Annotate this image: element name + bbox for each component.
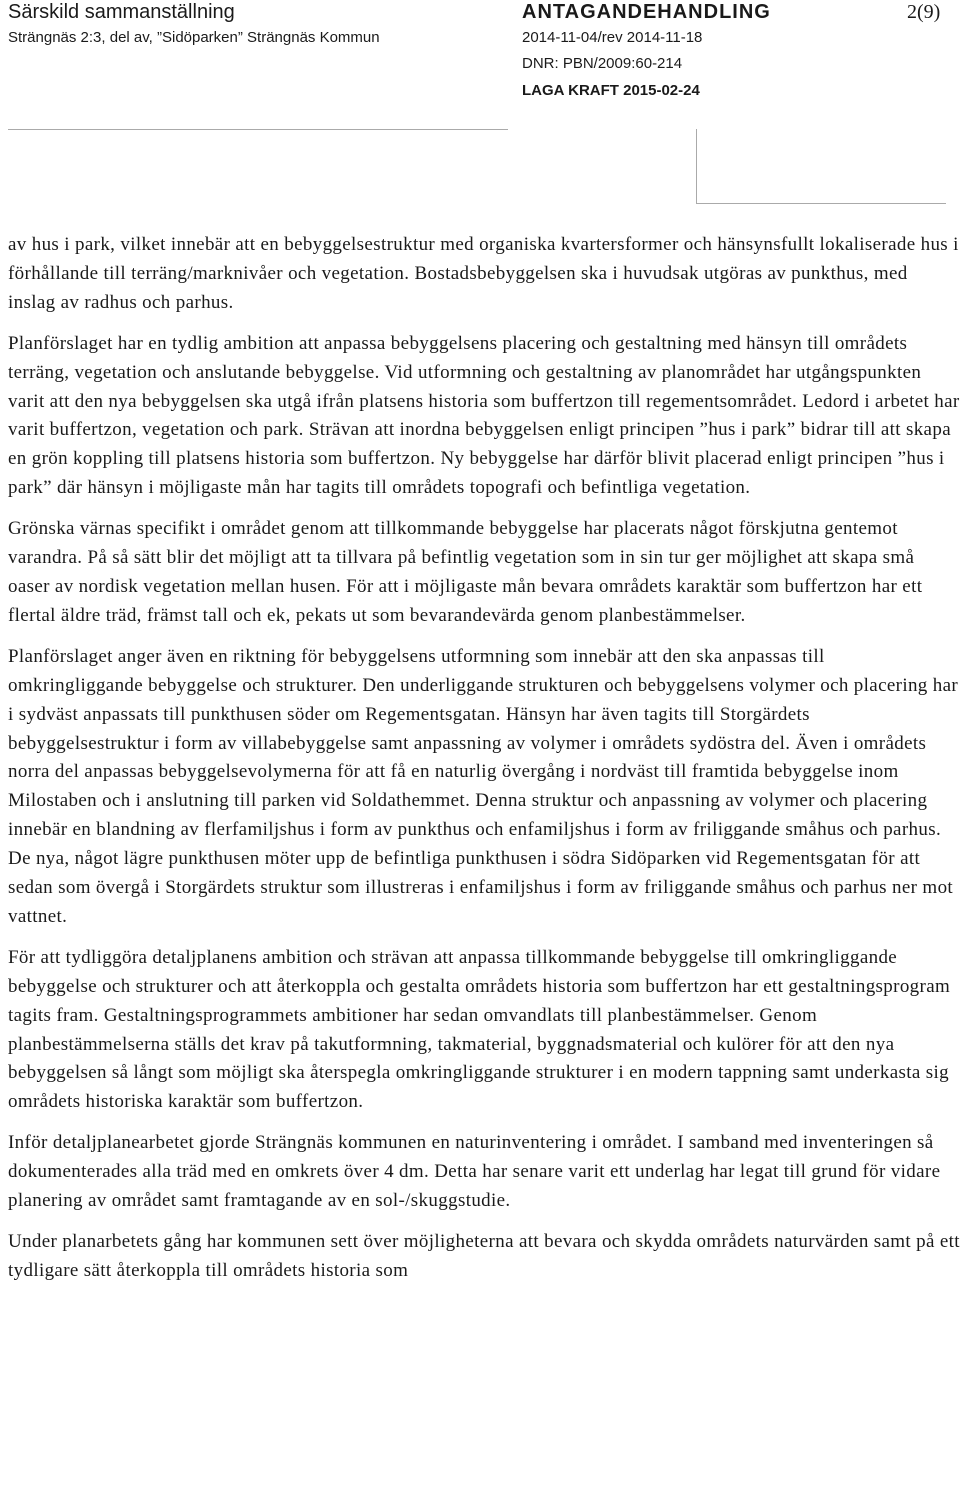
document-type: ANTAGANDEHANDLING [522, 1, 771, 23]
paragraph: Under planarbetets gång har kommunen sett över möjligheterna att bevara och skydda områdets naturvärden samt på ett tydligare sätt återkoppla till områdets historia som [8, 1231, 960, 1281]
body-text [8, 231, 960, 1298]
document-date: 2014-11-04/rev 2014-11-18 [522, 29, 703, 46]
document-title: Särskild sammanställning [8, 1, 235, 23]
document-dnr: DNR: PBN/2009:60-214 [522, 55, 683, 72]
laga-kraft-date: LAGA KRAFT 2015-02-24 [522, 82, 700, 99]
paragraph: Grönska värnas specifikt i området genom att tillkommande bebyggelse har placerats något förskjutna gentemot varandra. På så sätt blir det möjligt att ta tillvara på befintlig vegetation som in sin tur ger möjlighet att skapa små oaser av nordisk vegetation mellan husen. För att i möjligaste mån bevara områdets karaktär som buffertzon har ett flertal äldre träd, främst tall och ek, pekats ut som bevarandevärda genom planbestämmelser. [8, 518, 923, 626]
header-rule-right [696, 203, 946, 204]
header-rule-vertical [696, 129, 697, 204]
paragraph: av hus i park, vilket innebär att en bebyggelsestruktur med organiska kvartersformer och hänsynsfullt lokaliserade hus i förhållande till terräng/marknivåer och vegetation. Bostadsbebyggelsen ska i huvudsak utgöras av punkthus, med inslag av radhus och parhus. [8, 234, 959, 313]
header-rule [8, 129, 508, 130]
paragraph: För att tydliggöra detaljplanens ambition och strävan att anpassa tillkommande bebyggelse till omkringliggande bebyggelse och strukturer och att återkoppla och gestalta områdets historia som buffertzon har ett gestaltningsprogram tagits fram. Gestaltningsprogrammets ambitioner har sedan omvandlats till planbestämmelser. Genom planbestämmelserna ställs det krav på takutformning, takmaterial, byggnadsmaterial och kulörer för att den nya bebyggelsen så långt som möjligt ska återspegla omkringliggande strukturer i en modern tappning samt underkasta sig områdets historiska karaktär som buffertzon. [8, 946, 951, 1113]
document-subtitle: Strängnäs 2:3, del av, ”Sidöparken” Strängnäs Kommun [8, 29, 380, 46]
page-number: 2(9) [907, 1, 941, 23]
paragraph: Planförslaget anger även en riktning för bebyggelsens utformning som innebär att den ska anpassas till omkringliggande bebyggelse och strukturer. Den underliggande strukturen och bebyggelsens volymer och placering har i sydväst anpassats till punkthusen söder om Regementsgatan. Hänsyn har även tagits till Storgärdets bebyggelsestruktur i form av villabebyggelse samt anpassning av volymer i områdets sydöstra del. Även i områdets norra del anpassas bebyggelsevolymerna för att få en naturlig övergång i nordväst till framtida bebyggelse inom Milostaben och i anslutning till parken vid Soldathemmet. Denna struktur och anpassning av volymer och placering innebär en blandning av flerfamiljshus i form av punkthus och enfamiljshus i form av friliggande småhus och parhus. De nya, något lägre punkthusen möter upp de befintliga punkthusen i södra Sidöparken vid Regementsgatan för att sedan som övergå i Storgärdets struktur som illustreras i enfamiljshus i form av friliggande småhus och parhus ner mot vattnet. [8, 645, 959, 927]
paragraph: Inför detaljplanearbetet gjorde Strängnäs kommunen en naturinventering i området. I samband med inventeringen så dokumenterades alla träd med en omkrets över 4 dm. Detta har senare varit ett underlag har legat till grund för vidare planering av området samt framtagande av en sol-/skuggstudie. [8, 1132, 941, 1212]
paragraph: Planförslaget har en tydlig ambition att anpassa bebyggelsens placering och gestaltning med hänsyn till områdets terräng, vegetation och anslutande bebyggelse. Vid utformning och gestaltning av planområdet har utgångspunkten varit att den nya bebyggelsen ska utgå ifrån platsens historia som buffertzon till regementsområdet. Ledord i arbetet har varit buffertzon, vegetation och park. Strävan att inordna bebyggelsen enligt principen ”hus i park” bidrar till att skapa en grön koppling till platsens historia som buffertzon. Ny bebyggelse har därför blivit placerad enligt principen ”hus i park” där hänsyn i möjligaste mån har tagits till områdets topografi och befintliga vegetation. [8, 332, 960, 499]
